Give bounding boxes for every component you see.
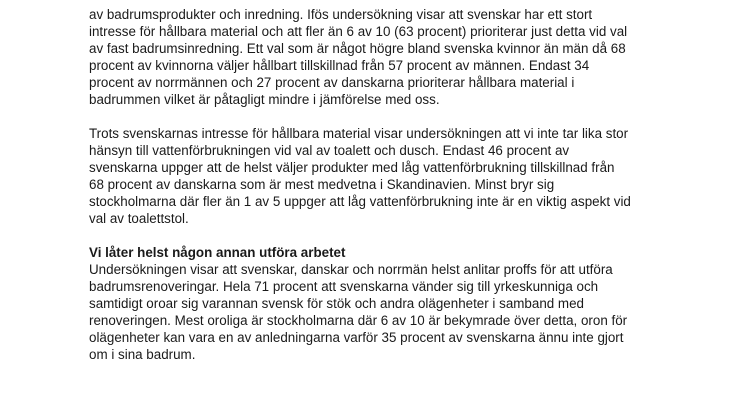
text-line: procent av kvinnorna väljer hållbart tillskillnad från 57 procent av männen. Endast 34 bbox=[89, 58, 590, 73]
paragraph-gap bbox=[89, 108, 729, 125]
text-line: stockholmarna där fler än 1 av 5 uppger att låg vattenförbrukning inte är en viktig aspekt vid bbox=[89, 194, 631, 209]
text-line: badrummen vilket är påtagligt mindre i jämförelse med oss. bbox=[89, 92, 440, 107]
text-line: om i sina badrum. bbox=[89, 347, 196, 362]
text-line: 68 procent av danskarna som är mest medvetna i Skandinavien. Minst bryr sig bbox=[89, 177, 555, 192]
document-page bbox=[89, 0, 729, 363]
text-line: samtidigt oroar sig varannan svensk för stök och andra olägenheter i samband med bbox=[89, 296, 584, 311]
text-line: Undersökningen visar att svenskar, danskar och norrmän helst anlitar proffs för att utföra bbox=[89, 262, 613, 277]
paragraph-gap bbox=[89, 227, 729, 244]
text-line: badrumsrenoveringar. Hela 71 procent att svenskarna vänder sig till yrkeskunniga och bbox=[89, 279, 599, 294]
paragraph-2 bbox=[89, 125, 729, 227]
text-line: procent av norrmännen och 27 procent av danskarna prioriterar hållbara material i bbox=[89, 75, 575, 90]
text-line: av badrumsprodukter och inredning. Ifös undersökning visar att svenskar har ett stort bbox=[89, 7, 593, 22]
text-line: av fast badrumsinredning. Ett val som är något högre bland svenska kvinnor än män då 68 bbox=[89, 41, 626, 56]
section-heading: Vi låter helst någon annan utföra arbetet bbox=[89, 245, 346, 260]
text-line: hänsyn till vattenförbrukningen vid val av toalett och dusch. Endast 46 procent av bbox=[89, 143, 570, 158]
text-line: olägenheter kan vara en av anledningarna varför 35 procent av svenskarna ännu inte gjort bbox=[89, 330, 624, 345]
text-line: Trots svenskarnas intresse för hållbara material visar undersökningen att vi inte tar lika stor bbox=[89, 126, 629, 141]
text-line: intresse för hållbara material och att fler än 6 av 10 (63 procent) prioriterar just detta vid val bbox=[89, 24, 628, 39]
paragraph-1 bbox=[89, 0, 729, 108]
text-line: renoveringen. Mest oroliga är stockholmarna där 6 av 10 är bekymrade över detta, oron för bbox=[89, 313, 628, 328]
paragraph-3 bbox=[89, 261, 729, 363]
text-line: svenskarna uppger att de helst väljer produkter med låg vattenförbrukning tillskillnad från bbox=[89, 160, 615, 175]
text-line: val av toalettstol. bbox=[89, 211, 189, 226]
